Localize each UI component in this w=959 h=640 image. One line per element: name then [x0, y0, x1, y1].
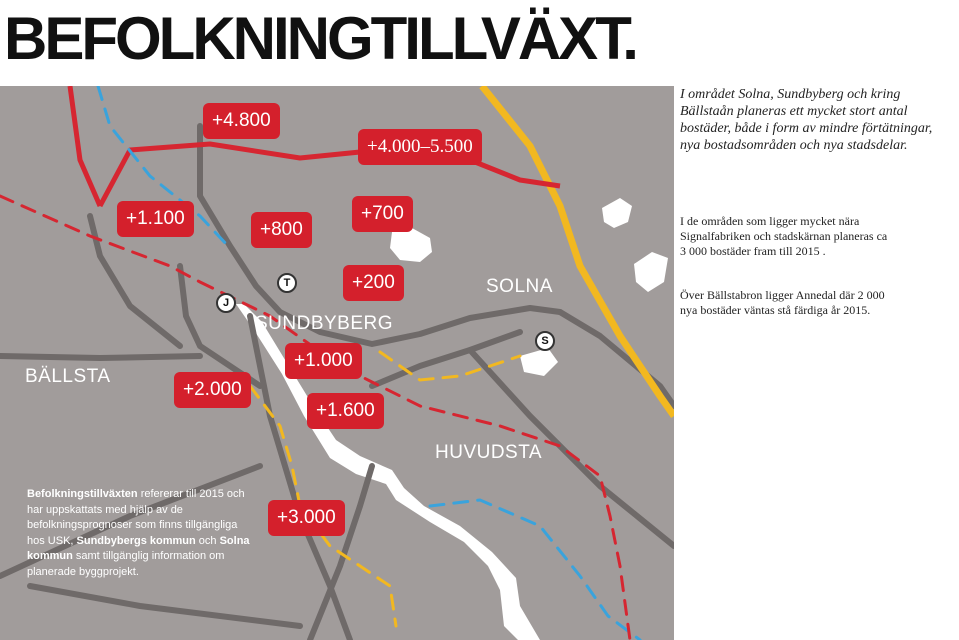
growth-badge-4000-5500: +4.000–5.500 — [358, 129, 482, 165]
page-title: BEFOLKNINGTILLVÄXT. — [4, 5, 636, 72]
station-t-icon: T — [277, 273, 297, 293]
growth-badge-200: +200 — [343, 265, 404, 301]
footnote-bold-sundbyberg: Sundbybergs kommun — [76, 534, 196, 547]
growth-badge-2000: +2.000 — [174, 372, 251, 408]
station-s-icon: S — [535, 331, 555, 351]
station-j-icon: J — [216, 293, 236, 313]
growth-badge-3000: +3.000 — [268, 500, 345, 536]
area-label-solna: SOLNA — [486, 276, 553, 297]
footnote-bold-growth: Befolkningstillväxten — [27, 488, 138, 500]
area-label-huvudsta: HUVUDSTA — [435, 442, 543, 463]
intro-text: I området Solna, Sundbyberg och kring Bällstaån planeras ett mycket stort antal bostäder, både i form av mindre förtätningar, nya bostadsområden och nya stadsdelar. — [680, 87, 933, 153]
growth-badge-1000: +1.000 — [285, 343, 362, 379]
growth-badge-700: +700 — [352, 196, 413, 232]
area-label-ballsta: BÄLLSTA — [25, 366, 111, 387]
growth-badge-1100: +1.100 — [117, 201, 194, 237]
footnote-text-1: refererar till 2015 och har uppskattats med hjälp av de befolkningsprognoser som finns tillgängliga hos USK, — [27, 488, 245, 547]
footnote-text-3: samt tillgänglig information om planerade byggprojekt. — [27, 550, 225, 578]
growth-badge-800: +800 — [251, 212, 312, 248]
paragraph-annedal: Över Bällstabron ligger Annedal där 2 000 nya bostäder väntas stå färdiga år 2015. — [680, 288, 885, 317]
area-label-sundbyberg: SUNDBYBERG — [255, 313, 394, 334]
footnote-text-2: och — [195, 534, 220, 547]
growth-badge-4800: +4.800 — [203, 103, 280, 139]
growth-badge-1600: +1.600 — [307, 393, 384, 429]
paragraph-signalfabriken: I de områden som ligger mycket nära Signalfabriken och stadskärnan planeras ca 3 000 bostäder fram till 2015 . — [680, 214, 888, 258]
footnote — [27, 487, 252, 581]
footnote-bold-solna: Solna kommun — [27, 534, 250, 563]
